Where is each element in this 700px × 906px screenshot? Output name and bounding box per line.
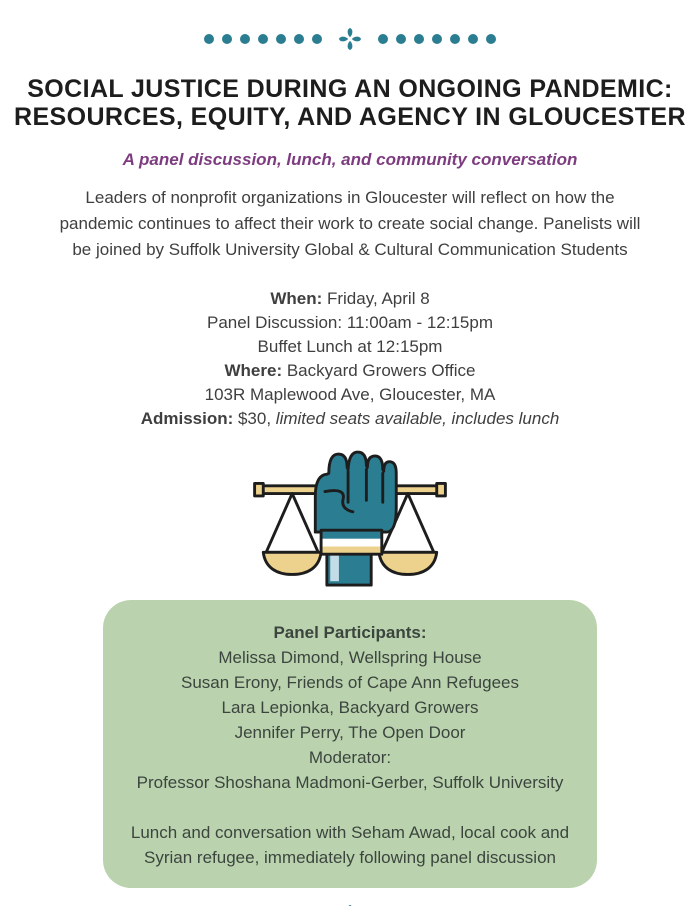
lunch-time-line: Buffet Lunch at 12:15pm (257, 337, 443, 356)
dot-icon (450, 34, 460, 44)
dot-icon (222, 34, 232, 44)
dot-icon (396, 34, 406, 44)
dot-icon (414, 34, 424, 44)
event-description (0, 185, 700, 263)
title-line-1: SOCIAL JUSTICE DURING AN ONGOING PANDEMIC: (27, 75, 673, 103)
top-decoration (0, 0, 700, 53)
dot-icon (432, 34, 442, 44)
event-details (0, 287, 700, 431)
subtitle: A panel discussion, lunch, and community conversation (122, 150, 578, 169)
participant-row: Susan Erony, Friends of Cape Ann Refugees (181, 673, 519, 692)
wrist-highlight (330, 554, 339, 581)
clover-icon (336, 902, 364, 906)
right-pan-bowl (379, 552, 437, 574)
title-line-2: RESOURCES, EQUITY, AND AGENCY IN GLOUCESTER (14, 103, 686, 131)
left-pan-strings (266, 494, 318, 553)
participant-row: Lara Lepionka, Backyard Growers (221, 698, 479, 717)
dot-icon (312, 34, 322, 44)
when-label: When: (270, 289, 323, 308)
admission-line (0, 407, 700, 431)
lunch-note-line: Syrian refugee, immediately following panel discussion (144, 848, 556, 867)
where-line (0, 359, 700, 383)
justice-fist-scales-illustration (244, 448, 456, 593)
dot-icon (294, 34, 304, 44)
where-value: Backyard Growers Office (282, 361, 476, 380)
panel-time-line: Panel Discussion: 11:00am - 12:15pm (206, 313, 493, 332)
participant-row: Jennifer Perry, The Open Door (234, 723, 466, 742)
panel-heading: Panel Participants: (273, 623, 427, 642)
dot-icon (276, 34, 286, 44)
when-value: Friday, April 8 (322, 289, 430, 308)
admission-value: $30, (233, 409, 276, 428)
dot-icon (468, 34, 478, 44)
description-line: be joined by Suffolk University Global & Cultural Communication Students (72, 240, 628, 259)
dot-icon (204, 34, 214, 44)
dot-icon (258, 34, 268, 44)
clover-icon (336, 25, 364, 53)
page-title (0, 75, 700, 131)
participant-row: Melissa Dimond, Wellspring House (218, 648, 482, 667)
moderator-label: Moderator: (308, 748, 392, 767)
admission-label: Admission: (140, 409, 234, 428)
when-line (0, 287, 700, 311)
lunch-note-line: Lunch and conversation with Seham Awad, local cook and (130, 823, 570, 842)
address-line: 103R Maplewood Ave, Gloucester, MA (204, 385, 496, 404)
bottom-decoration (0, 902, 700, 906)
beam-right-cap (437, 483, 446, 496)
moderator-name: Professor Shoshana Madmoni-Gerber, Suffolk University (136, 773, 564, 792)
lunch-note (115, 820, 585, 870)
description-line: Leaders of nonprofit organizations in Gloucester will reflect on how the (85, 188, 615, 207)
beam-left-cap (255, 483, 264, 496)
left-pan-bowl (263, 552, 321, 574)
admission-note: limited seats available, includes lunch (275, 409, 560, 428)
where-label: Where: (224, 361, 283, 380)
dot-icon (486, 34, 496, 44)
panel-participants-box (103, 600, 597, 888)
dot-icon (378, 34, 388, 44)
wristband-middle-stripe (321, 539, 382, 547)
dot-icon (240, 34, 250, 44)
description-line: pandemic continues to affect their work to create social change. Panelists will (59, 214, 641, 233)
